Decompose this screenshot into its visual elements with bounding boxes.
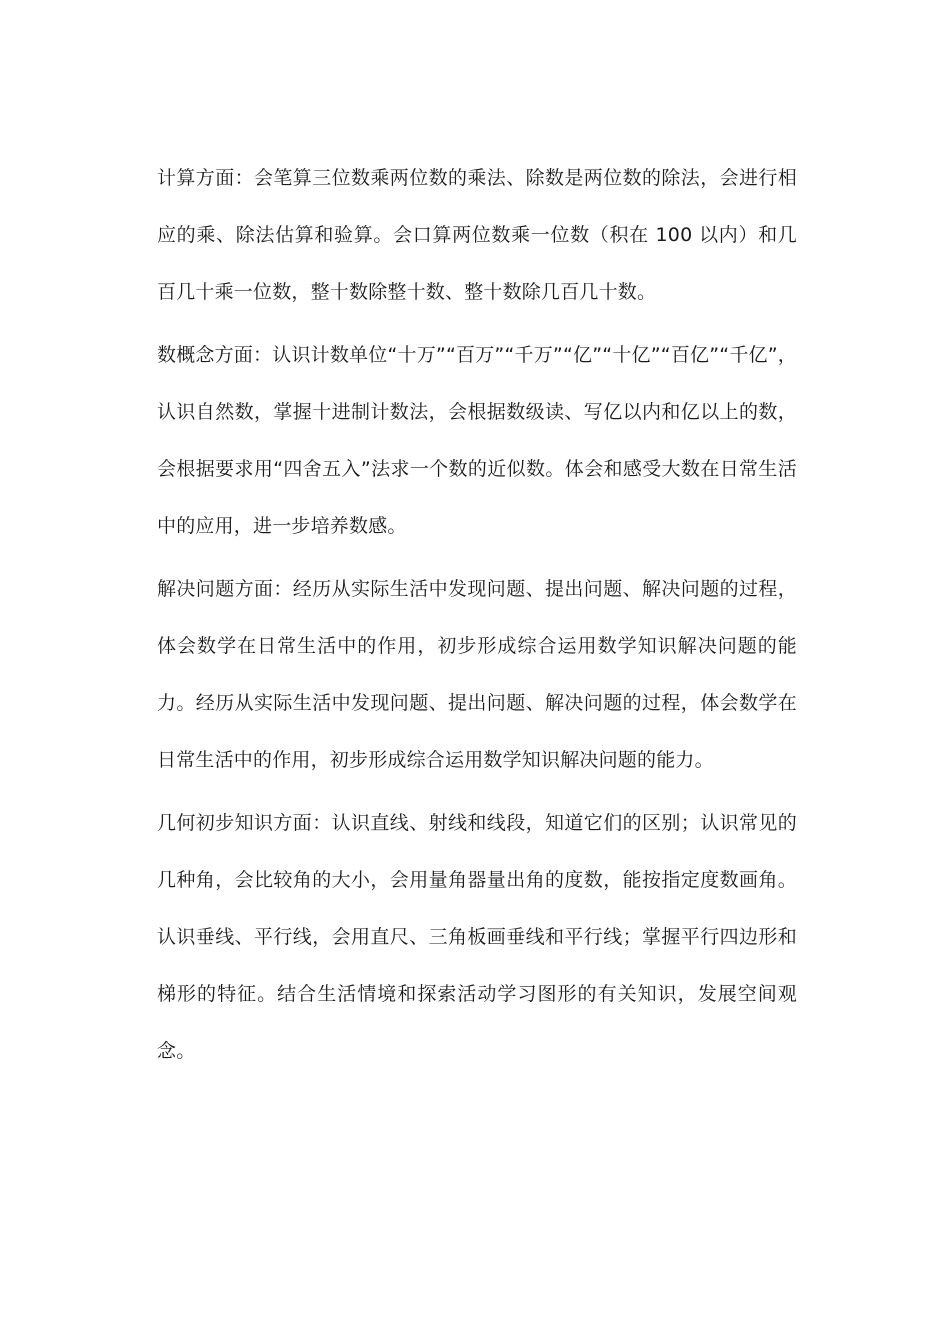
paragraph-calculation: 计算方面：会笔算三位数乘两位数的乘法、除数是两位数的除法，会进行相应的乘、除法估算和验算。会口算两位数乘一位数（积在 100 以内）和几百几十乘一位数，整十数除整十数、整十数除几百几十数。 xyxy=(157,167,797,303)
paragraph-number-concept: 数概念方面：认识计数单位“十万”“百万”“千万”“亿”“十亿”“百亿”“千亿”，认识自然数，掌握十进制计数法，会根据数级读、写亿以内和亿以上的数，会根据要求用“四舍五入”法求一个数的近似数。体会和感受大数在日常生活中的应用，进一步培养数感。 xyxy=(157,344,797,537)
document-body xyxy=(157,150,797,1086)
paragraph-geometry: 几何初步知识方面：认识直线、射线和线段，知道它们的区别；认识常见的几种角，会比较角的大小，会用量角器量出角的度数，能按指定度数画角。认识垂线、平行线，会用直尺、三角板画垂线和平行线；掌握平行四边形和梯形的特征。结合生活情境和探索活动学习图形的有关知识，发展空间观念。 xyxy=(157,812,797,1062)
paragraph-problem-solving: 解决问题方面：经历从实际生活中发现问题、提出问题、解决问题的过程，体会数学在日常生活中的作用，初步形成综合运用数学知识解决问题的能力。经历从实际生活中发现问题、提出问题、解决问题的过程，体会数学在日常生活中的作用，初步形成综合运用数学知识解决问题的能力。 xyxy=(157,578,797,771)
